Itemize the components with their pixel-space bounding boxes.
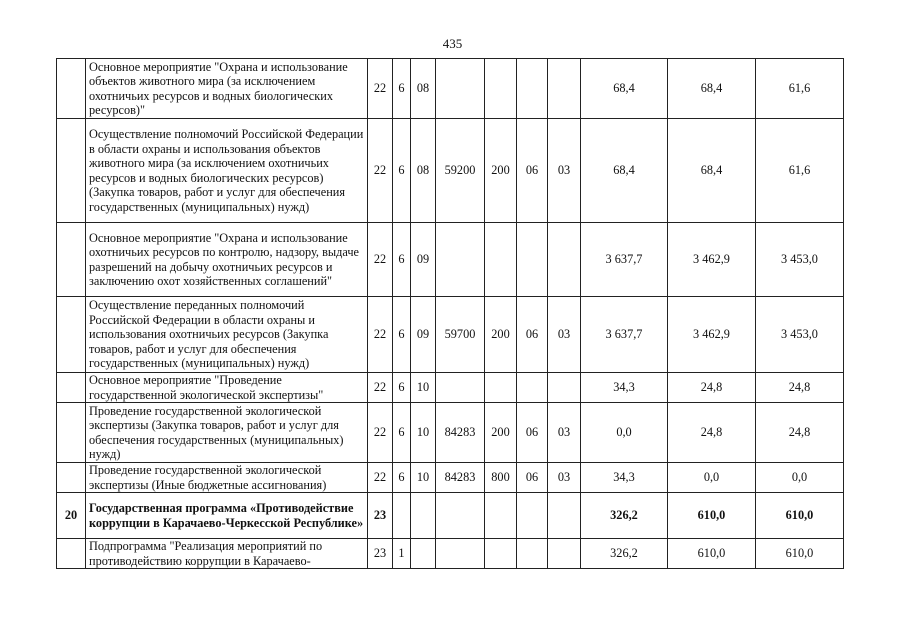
cell-main-event: 10 <box>411 463 436 493</box>
cell-subprogram: 6 <box>393 373 411 403</box>
cell-expense-type <box>485 373 517 403</box>
cell-program: 22 <box>368 463 393 493</box>
cell-name: Осуществление переданных полномочий Российской Федерации в области охраны и использования охотничьих ресурсов (Закупка товаров, работ и услуг для обеспечения государственных (муниципальных) нужд) <box>86 297 368 373</box>
cell-direction: 59200 <box>436 119 485 223</box>
cell-subsection <box>548 539 581 569</box>
cell-program: 22 <box>368 59 393 119</box>
cell-direction <box>436 493 485 539</box>
cell-expense-type: 200 <box>485 119 517 223</box>
cell-name: Основное мероприятие "Охрана и использование объектов животного мира (за исключением охотничьих ресурсов и водных биологических ресурсов)" <box>86 59 368 119</box>
cell-amount-3: 3 453,0 <box>756 297 844 373</box>
table-row <box>57 463 844 493</box>
cell-main-event: 08 <box>411 59 436 119</box>
cell-program: 22 <box>368 373 393 403</box>
cell-amount-2: 610,0 <box>668 539 756 569</box>
cell-section <box>517 223 548 297</box>
cell-main-event: 09 <box>411 223 436 297</box>
cell-subsection: 03 <box>548 297 581 373</box>
cell-main-event: 09 <box>411 297 436 373</box>
table-row <box>57 403 844 463</box>
cell-amount-3: 61,6 <box>756 59 844 119</box>
cell-number <box>57 403 86 463</box>
cell-amount-1: 326,2 <box>581 539 668 569</box>
cell-subprogram: 6 <box>393 297 411 373</box>
cell-program: 22 <box>368 297 393 373</box>
cell-amount-2: 24,8 <box>668 373 756 403</box>
cell-program: 22 <box>368 119 393 223</box>
cell-subprogram: 1 <box>393 539 411 569</box>
cell-subsection: 03 <box>548 403 581 463</box>
page-number: 435 <box>442 36 463 51</box>
cell-direction <box>436 373 485 403</box>
cell-amount-1: 3 637,7 <box>581 297 668 373</box>
table-row <box>57 539 844 569</box>
cell-number <box>57 373 86 403</box>
cell-direction <box>436 539 485 569</box>
cell-amount-1: 34,3 <box>581 463 668 493</box>
cell-subsection <box>548 59 581 119</box>
cell-program: 22 <box>368 403 393 463</box>
cell-direction: 84283 <box>436 403 485 463</box>
cell-expense-type: 200 <box>485 297 517 373</box>
cell-amount-2: 3 462,9 <box>668 223 756 297</box>
cell-subprogram <box>393 493 411 539</box>
cell-amount-1: 3 637,7 <box>581 223 668 297</box>
table-row <box>57 223 844 297</box>
budget-table <box>56 58 844 569</box>
cell-name: Государственная программа «Противодействие коррупции в Карачаево-Черкесской Республике» <box>86 493 368 539</box>
cell-number <box>57 119 86 223</box>
cell-section: 06 <box>517 297 548 373</box>
cell-amount-3: 0,0 <box>756 463 844 493</box>
table-row <box>57 297 844 373</box>
cell-amount-3: 61,6 <box>756 119 844 223</box>
cell-number: 20 <box>57 493 86 539</box>
cell-amount-2: 68,4 <box>668 119 756 223</box>
cell-expense-type <box>485 223 517 297</box>
cell-name: Основное мероприятие "Проведение государственной экологической экспертизы" <box>86 373 368 403</box>
cell-subprogram: 6 <box>393 403 411 463</box>
cell-number <box>57 539 86 569</box>
cell-amount-1: 68,4 <box>581 59 668 119</box>
cell-subsection <box>548 493 581 539</box>
cell-amount-1: 34,3 <box>581 373 668 403</box>
cell-amount-3: 3 453,0 <box>756 223 844 297</box>
cell-expense-type <box>485 539 517 569</box>
cell-expense-type <box>485 493 517 539</box>
cell-section <box>517 59 548 119</box>
cell-subprogram: 6 <box>393 59 411 119</box>
cell-section <box>517 373 548 403</box>
cell-amount-1: 68,4 <box>581 119 668 223</box>
cell-program: 23 <box>368 539 393 569</box>
cell-subsection <box>548 373 581 403</box>
cell-amount-2: 3 462,9 <box>668 297 756 373</box>
table-row <box>57 59 844 119</box>
cell-name: Осуществление полномочий Российской Федерации в области охраны и использования объектов животного мира (за исключением охотничьих ресурсов и водных биологических ресурсов) (Закупка товаров, работ и услуг для обеспечения государственных (муниципальных) нужд) <box>86 119 368 223</box>
cell-program: 23 <box>368 493 393 539</box>
cell-section: 06 <box>517 403 548 463</box>
cell-subsection <box>548 223 581 297</box>
table-row <box>57 373 844 403</box>
cell-number <box>57 223 86 297</box>
cell-amount-3: 610,0 <box>756 493 844 539</box>
cell-section: 06 <box>517 119 548 223</box>
cell-main-event: 10 <box>411 373 436 403</box>
table-row-program <box>57 493 844 539</box>
cell-main-event <box>411 493 436 539</box>
cell-program: 22 <box>368 223 393 297</box>
cell-amount-2: 24,8 <box>668 403 756 463</box>
cell-subsection: 03 <box>548 119 581 223</box>
cell-subsection: 03 <box>548 463 581 493</box>
cell-number <box>57 297 86 373</box>
cell-amount-3: 610,0 <box>756 539 844 569</box>
cell-section <box>517 493 548 539</box>
cell-section: 06 <box>517 463 548 493</box>
cell-section <box>517 539 548 569</box>
cell-direction <box>436 59 485 119</box>
cell-amount-2: 610,0 <box>668 493 756 539</box>
cell-direction <box>436 223 485 297</box>
cell-subprogram: 6 <box>393 223 411 297</box>
cell-main-event <box>411 539 436 569</box>
cell-direction: 59700 <box>436 297 485 373</box>
cell-amount-3: 24,8 <box>756 373 844 403</box>
cell-amount-3: 24,8 <box>756 403 844 463</box>
cell-name: Проведение государственной экологической экспертизы (Закупка товаров, работ и услуг для обеспечения государственных (муниципальных) нужд) <box>86 403 368 463</box>
cell-main-event: 08 <box>411 119 436 223</box>
cell-expense-type <box>485 59 517 119</box>
cell-subprogram: 6 <box>393 119 411 223</box>
cell-name: Основное мероприятие "Охрана и использование охотничьих ресурсов по контролю, надзору, выдаче разрешений на добычу охотничьих ресурсов и заключению охот хозяйственных соглашений" <box>86 223 368 297</box>
cell-amount-1: 326,2 <box>581 493 668 539</box>
cell-expense-type: 200 <box>485 403 517 463</box>
cell-amount-1: 0,0 <box>581 403 668 463</box>
cell-main-event: 10 <box>411 403 436 463</box>
cell-name: Подпрограмма "Реализация мероприятий по противодействию коррупции в Карачаево- <box>86 539 368 569</box>
cell-amount-2: 68,4 <box>668 59 756 119</box>
cell-expense-type: 800 <box>485 463 517 493</box>
cell-subprogram: 6 <box>393 463 411 493</box>
cell-number <box>57 463 86 493</box>
cell-number <box>57 59 86 119</box>
table-row <box>57 119 844 223</box>
cell-amount-2: 0,0 <box>668 463 756 493</box>
cell-name: Проведение государственной экологической экспертизы (Иные бюджетные ассигнования) <box>86 463 368 493</box>
cell-direction: 84283 <box>436 463 485 493</box>
